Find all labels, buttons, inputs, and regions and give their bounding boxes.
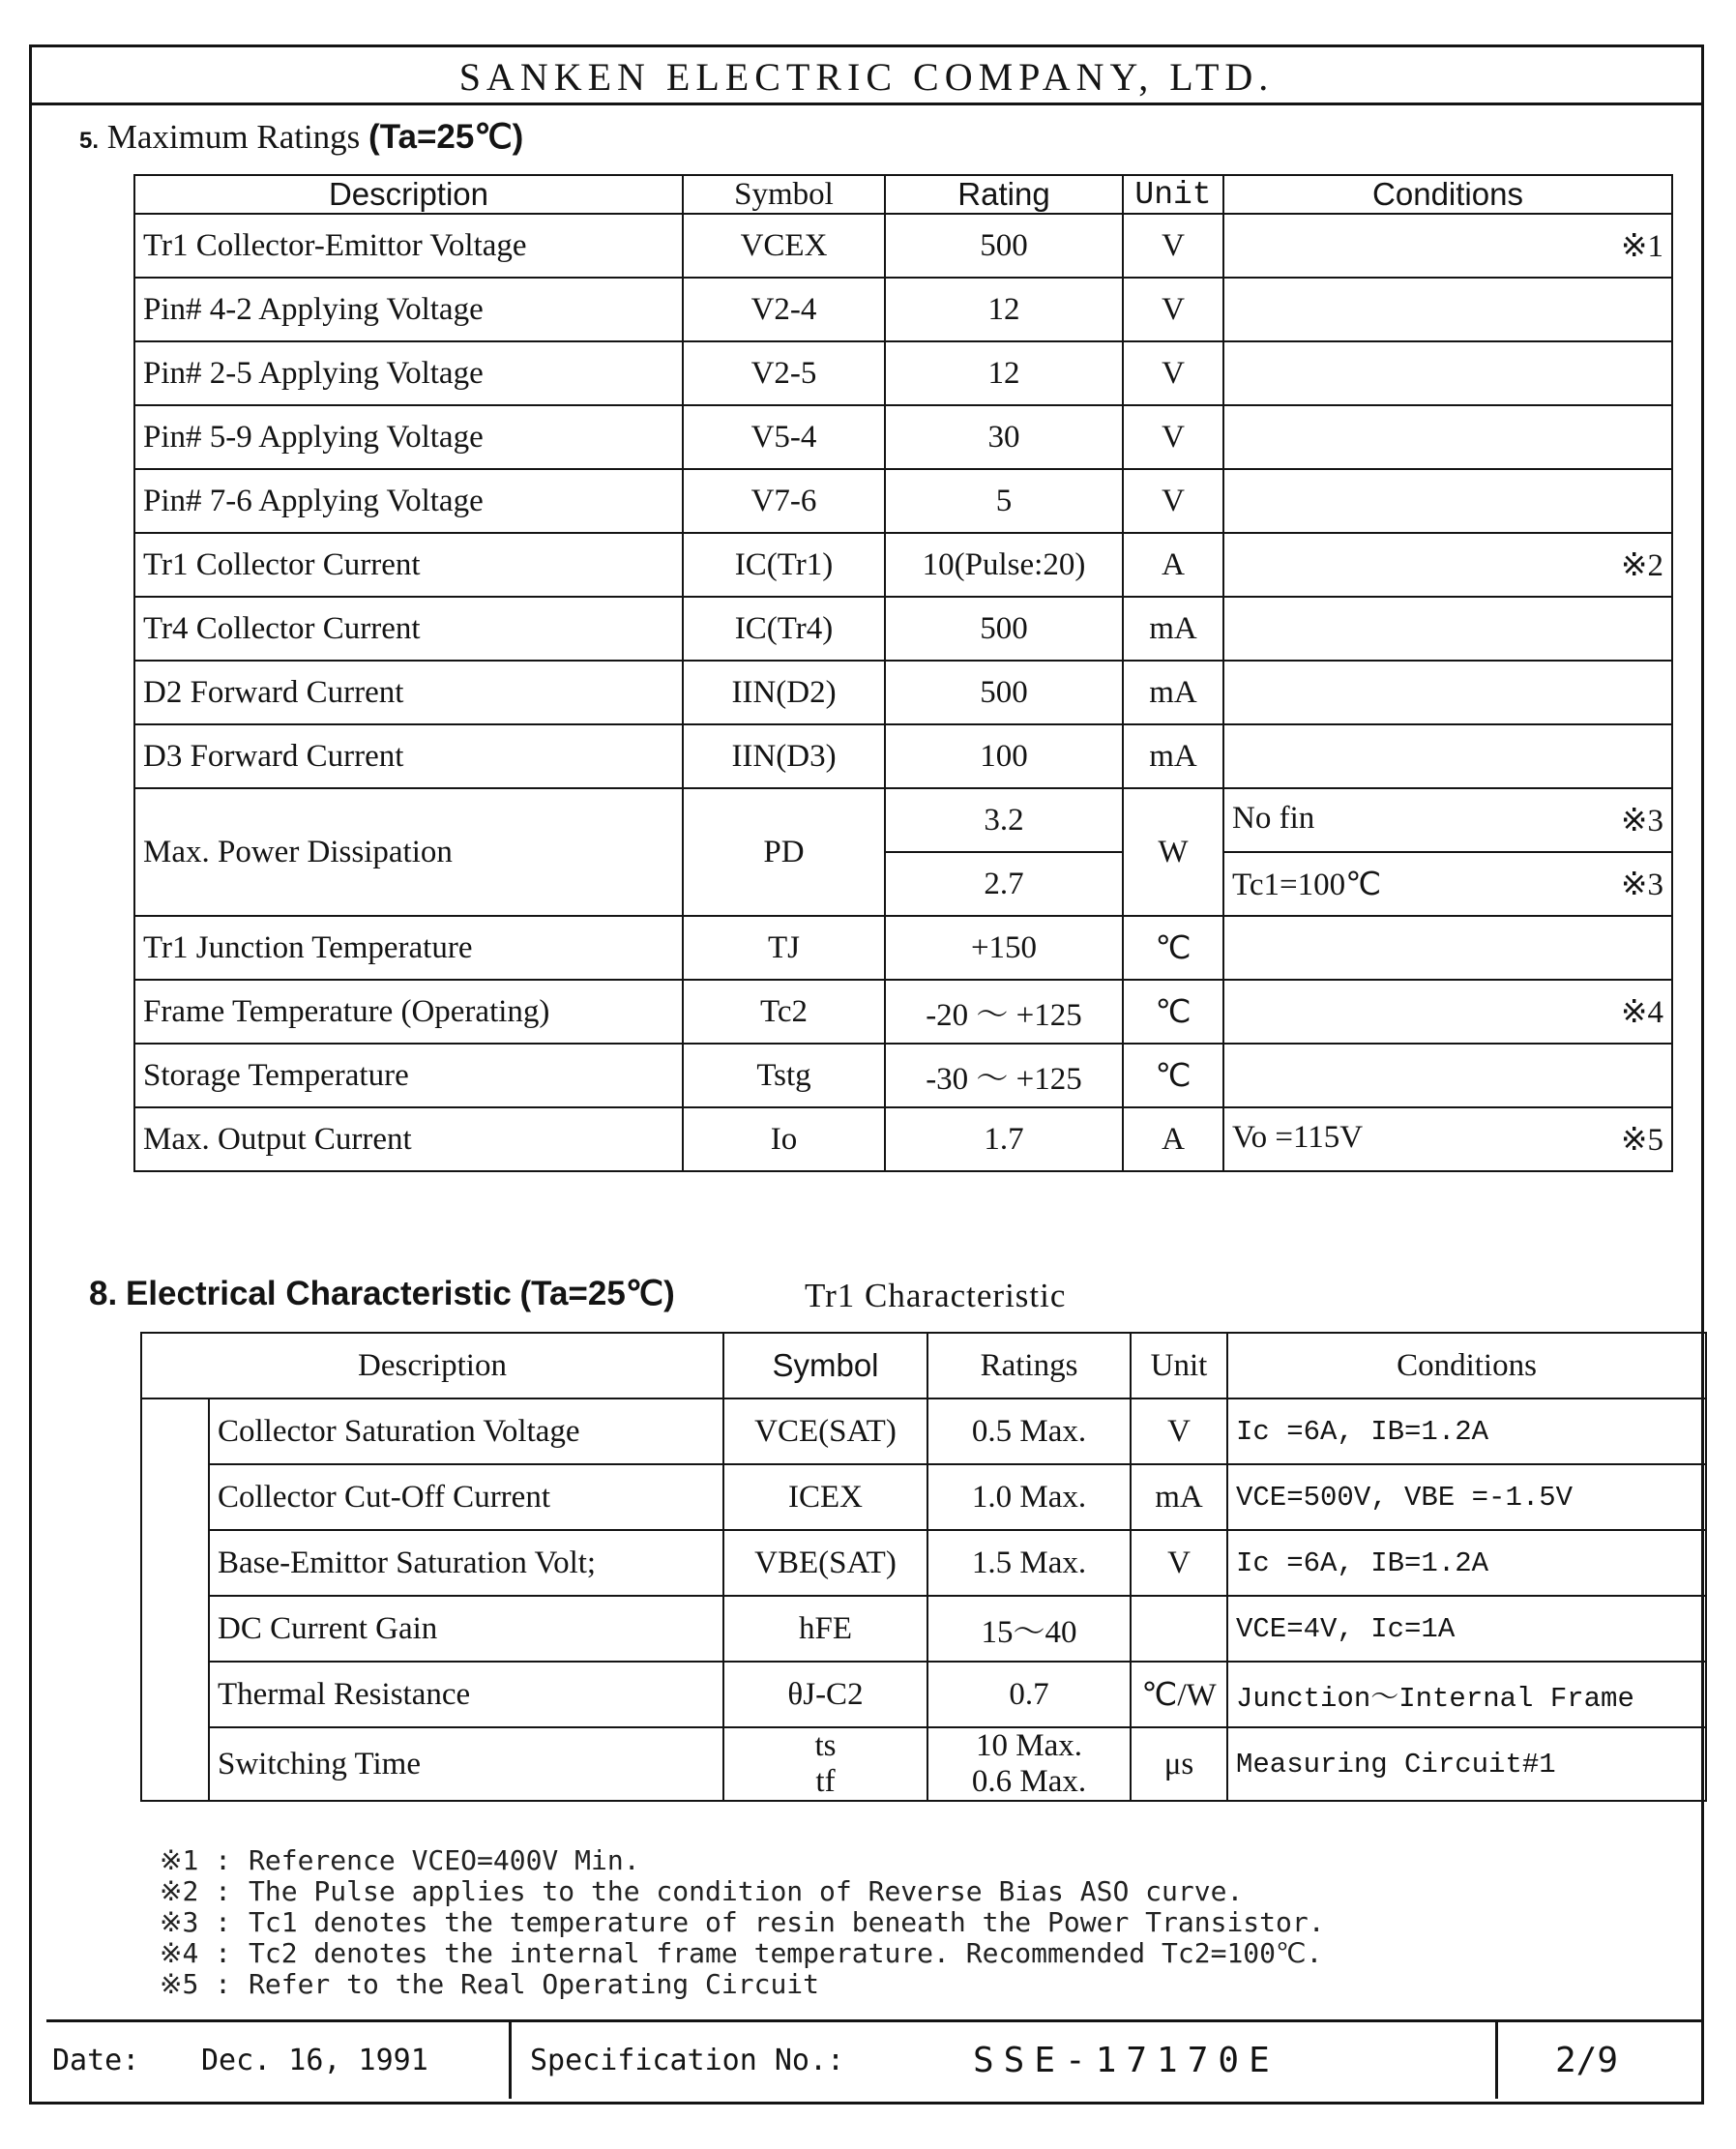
row-unit: mA	[1131, 1464, 1227, 1530]
row-description: Pin# 5-9 Applying Voltage	[134, 405, 683, 469]
row-conditions	[1223, 916, 1672, 980]
note-mark: ※1	[1620, 229, 1663, 264]
row-description: Pin# 2-5 Applying Voltage	[134, 341, 683, 405]
table-row	[134, 533, 1672, 597]
symbol-text: θJ-C2	[787, 1676, 864, 1712]
max-rows-group-2	[134, 916, 1672, 1171]
row-rating: 500	[885, 661, 1123, 724]
row-rating: +150	[885, 916, 1123, 980]
row-description: Tr4 Collector Current	[134, 597, 683, 661]
row-unit: V	[1131, 1530, 1227, 1596]
row-symbol	[723, 1530, 927, 1596]
condition-text: No fin	[1232, 801, 1315, 836]
row-description: Tr1 Collector-Emittor Voltage	[134, 214, 683, 278]
row-conditions	[1223, 1044, 1672, 1107]
row-symbol: Tc2	[683, 980, 885, 1044]
section-condition: (Ta=25℃)	[519, 1275, 675, 1312]
row-description: Tr1 Collector Current	[134, 533, 683, 597]
row-conditions	[1223, 469, 1672, 533]
section-number: 8.	[89, 1275, 118, 1312]
table-row	[134, 661, 1672, 724]
footnote	[160, 1907, 1325, 1938]
row-symbol	[723, 1596, 927, 1662]
row-conditions: VCE=500V, VBE =-1.5V	[1227, 1464, 1706, 1530]
footnote	[160, 1938, 1325, 1969]
row-unit: V	[1131, 1398, 1227, 1464]
ratings-text: 15～40	[981, 1614, 1077, 1650]
row-symbol: IC(Tr1)	[683, 533, 885, 597]
row-rating: 1.7	[885, 1107, 1123, 1171]
col-header-symbol: Symbol	[723, 1333, 927, 1398]
row-conditions	[1223, 661, 1672, 724]
note-mark: ※2	[1620, 548, 1663, 583]
footer	[46, 2021, 1704, 2099]
row-unit: mA	[1123, 724, 1223, 788]
row-conditions	[1223, 341, 1672, 405]
footnote-mark: ※5 :	[160, 1968, 232, 2000]
note-mark: ※3	[1620, 804, 1663, 839]
footnotes	[160, 1845, 1325, 2000]
row-symbol	[723, 1464, 927, 1530]
row-rating: 12	[885, 341, 1123, 405]
row-conditions	[1223, 405, 1672, 469]
row-unit: mA	[1123, 661, 1223, 724]
table-row	[134, 1107, 1672, 1171]
condition-text: Tc1=100℃	[1232, 868, 1382, 902]
footnote-text: Reference VCEO=400V Min.	[249, 1844, 640, 1876]
row-unit: A	[1123, 533, 1223, 597]
col-header-conditions: Conditions	[1227, 1333, 1706, 1398]
date-label: Date:	[52, 2043, 140, 2077]
ratings-text: 10 Max.	[976, 1728, 1082, 1763]
row-description: Switching Time	[209, 1727, 723, 1801]
row-unit: ℃	[1123, 980, 1223, 1044]
max-ratings-title	[79, 118, 523, 157]
table-row	[134, 916, 1672, 980]
row-unit: V	[1123, 469, 1223, 533]
footnote-text: The Pulse applies to the condition of Reverse Bias ASO curve.	[249, 1875, 1244, 1907]
row-unit: V	[1123, 341, 1223, 405]
footnote	[160, 1845, 1325, 1876]
table-row	[141, 1727, 1706, 1801]
row-description: Frame Temperature (Operating)	[134, 980, 683, 1044]
footnote-mark: ※1 :	[160, 1844, 232, 1876]
table-row	[134, 405, 1672, 469]
footnote-mark: ※3 :	[160, 1906, 232, 1938]
row-description: DC Current Gain	[209, 1596, 723, 1662]
row-description: Tr1 Junction Temperature	[134, 916, 683, 980]
table-header-row	[141, 1333, 1706, 1398]
table-header-row	[134, 175, 1672, 214]
ratings-text: 0.7	[1009, 1676, 1049, 1712]
company-name: SANKEN ELECTRIC COMPANY, LTD.	[458, 55, 1275, 99]
symbol-text: VBE(SAT)	[754, 1545, 897, 1580]
row-description: Max. Power Dissipation	[134, 788, 683, 916]
row-indent	[141, 1398, 209, 1801]
row-rating: 500	[885, 597, 1123, 661]
row-conditions	[1223, 533, 1672, 597]
electrical-table	[140, 1332, 1707, 1802]
col-header-description: Description	[134, 175, 683, 214]
row-description: Storage Temperature	[134, 1044, 683, 1107]
row-conditions: Junction～Internal Frame	[1227, 1662, 1706, 1727]
row-symbol: TJ	[683, 916, 885, 980]
footer-divider	[509, 2021, 512, 2099]
row-description: Pin# 7-6 Applying Voltage	[134, 469, 683, 533]
electrical-rows	[141, 1398, 1706, 1801]
row-symbol	[723, 1398, 927, 1464]
section-number: 5.	[79, 128, 100, 154]
table-row	[134, 214, 1672, 278]
ratings-text: 0.6 Max.	[971, 1764, 1087, 1799]
max-rows-group-1	[134, 214, 1672, 788]
row-rating: -30 ～ +125	[885, 1044, 1123, 1107]
footnote-text: Tc1 denotes the temperature of resin beneath the Power Transistor.	[249, 1906, 1325, 1938]
ratings-text: 1.5 Max.	[971, 1545, 1087, 1580]
row-description: Max. Output Current	[134, 1107, 683, 1171]
row-description: Collector Cut-Off Current	[209, 1464, 723, 1530]
row-description: Base-Emittor Saturation Volt;	[209, 1530, 723, 1596]
row-unit: ℃	[1123, 916, 1223, 980]
row-symbol: Tstg	[683, 1044, 885, 1107]
row-ratings	[927, 1596, 1131, 1662]
footer-divider	[1495, 2021, 1498, 2099]
symbol-text: hFE	[798, 1610, 852, 1646]
table-row	[134, 1044, 1672, 1107]
row-conditions	[1223, 597, 1672, 661]
footnote	[160, 1969, 1325, 2000]
row-symbol: Io	[683, 1107, 885, 1171]
row-unit: A	[1123, 1107, 1223, 1171]
note-mark: ※3	[1620, 868, 1663, 902]
row-symbol: PD	[683, 788, 885, 916]
table-row	[141, 1662, 1706, 1727]
col-header-symbol: Symbol	[683, 175, 885, 214]
row-rating: 2.7	[885, 852, 1123, 916]
row-symbol: V5-4	[683, 405, 885, 469]
row-ratings	[927, 1398, 1131, 1464]
symbol-text: VCE(SAT)	[754, 1413, 897, 1449]
section-title: Maximum Ratings	[106, 118, 361, 156]
row-conditions	[1223, 980, 1672, 1044]
row-rating: -20 ～ +125	[885, 980, 1123, 1044]
row-unit: mA	[1123, 597, 1223, 661]
footnote-mark: ※2 :	[160, 1875, 232, 1907]
row-unit: W	[1123, 788, 1223, 916]
col-header-unit: Unit	[1131, 1333, 1227, 1398]
col-header-conditions: Conditions	[1223, 175, 1672, 214]
row-unit: μs	[1131, 1727, 1227, 1801]
electrical-title	[89, 1275, 675, 1313]
table-row	[134, 788, 1672, 852]
col-header-description: Description	[141, 1333, 723, 1398]
row-rating: 5	[885, 469, 1123, 533]
row-unit: V	[1123, 278, 1223, 341]
row-ratings	[927, 1464, 1131, 1530]
row-symbol: V7-6	[683, 469, 885, 533]
row-rating: 500	[885, 214, 1123, 278]
note-mark: ※4	[1620, 995, 1663, 1030]
footnote-mark: ※4 :	[160, 1937, 232, 1969]
row-conditions	[1223, 724, 1672, 788]
row-symbol	[723, 1662, 927, 1727]
row-unit: V	[1123, 214, 1223, 278]
row-description: Thermal Resistance	[209, 1662, 723, 1727]
row-description: D3 Forward Current	[134, 724, 683, 788]
row-unit: V	[1123, 405, 1223, 469]
symbol-text: ts	[814, 1728, 837, 1763]
spec-number: SSE-17170E	[973, 2040, 1280, 2080]
note-mark: ※5	[1620, 1123, 1663, 1158]
row-conditions: Ic =6A, IB=1.2A	[1227, 1530, 1706, 1596]
row-rating: 100	[885, 724, 1123, 788]
row-description: Pin# 4-2 Applying Voltage	[134, 278, 683, 341]
table-row	[134, 597, 1672, 661]
footnote-text: Tc2 denotes the internal frame temperature. Recommended Tc2=100℃.	[249, 1937, 1323, 1969]
col-header-ratings: Ratings	[927, 1333, 1131, 1398]
row-conditions: Measuring Circuit#1	[1227, 1727, 1706, 1801]
symbol-text: ICEX	[788, 1479, 863, 1515]
row-conditions	[1223, 788, 1672, 852]
row-symbol: IIN(D2)	[683, 661, 885, 724]
row-ratings	[927, 1662, 1131, 1727]
spec-label: Specification No.:	[530, 2043, 845, 2077]
page-number: 2/9	[1555, 2040, 1619, 2080]
row-conditions: VCE=4V, Ic=1A	[1227, 1596, 1706, 1662]
col-header-unit: Unit	[1123, 175, 1223, 214]
row-conditions: Ic =6A, IB=1.2A	[1227, 1398, 1706, 1464]
table-row	[134, 724, 1672, 788]
row-unit	[1131, 1596, 1227, 1662]
row-symbol: V2-5	[683, 341, 885, 405]
row-rating: 30	[885, 405, 1123, 469]
col-header-rating: Rating	[885, 175, 1123, 214]
table-row	[141, 1596, 1706, 1662]
header-divider	[29, 103, 1704, 105]
table-row	[141, 1464, 1706, 1530]
row-ratings	[927, 1530, 1131, 1596]
row-unit: ℃/W	[1131, 1662, 1227, 1727]
row-unit: ℃	[1123, 1044, 1223, 1107]
row-conditions	[1223, 214, 1672, 278]
section-condition: (Ta=25℃)	[368, 118, 524, 156]
row-symbol	[723, 1727, 927, 1801]
row-conditions	[1223, 1107, 1672, 1171]
section-title: Electrical Characteristic	[125, 1275, 512, 1312]
row-symbol: IIN(D3)	[683, 724, 885, 788]
table-row	[141, 1398, 1706, 1464]
footnote-text: Refer to the Real Operating Circuit	[249, 1968, 820, 2000]
date-value: Dec. 16, 1991	[201, 2043, 428, 2077]
row-conditions	[1223, 278, 1672, 341]
row-symbol: V2-4	[683, 278, 885, 341]
row-conditions	[1223, 852, 1672, 916]
row-symbol: IC(Tr4)	[683, 597, 885, 661]
row-rating: 3.2	[885, 788, 1123, 852]
row-ratings	[927, 1727, 1131, 1801]
table-row	[134, 341, 1672, 405]
footnote	[160, 1876, 1325, 1907]
condition-text: Vo =115V	[1232, 1120, 1364, 1155]
table-row	[141, 1530, 1706, 1596]
row-rating: 12	[885, 278, 1123, 341]
electrical-subtitle: Tr1 Characteristic	[805, 1277, 1067, 1314]
symbol-text: tf	[815, 1764, 836, 1799]
row-symbol: VCEX	[683, 214, 885, 278]
row-rating: 10(Pulse:20)	[885, 533, 1123, 597]
ratings-text: 0.5 Max.	[971, 1413, 1087, 1449]
row-description: Collector Saturation Voltage	[209, 1398, 723, 1464]
table-row	[134, 278, 1672, 341]
table-row	[134, 980, 1672, 1044]
max-ratings-table	[133, 174, 1673, 1172]
row-description: D2 Forward Current	[134, 661, 683, 724]
table-row	[134, 469, 1672, 533]
ratings-text: 1.0 Max.	[971, 1479, 1087, 1515]
